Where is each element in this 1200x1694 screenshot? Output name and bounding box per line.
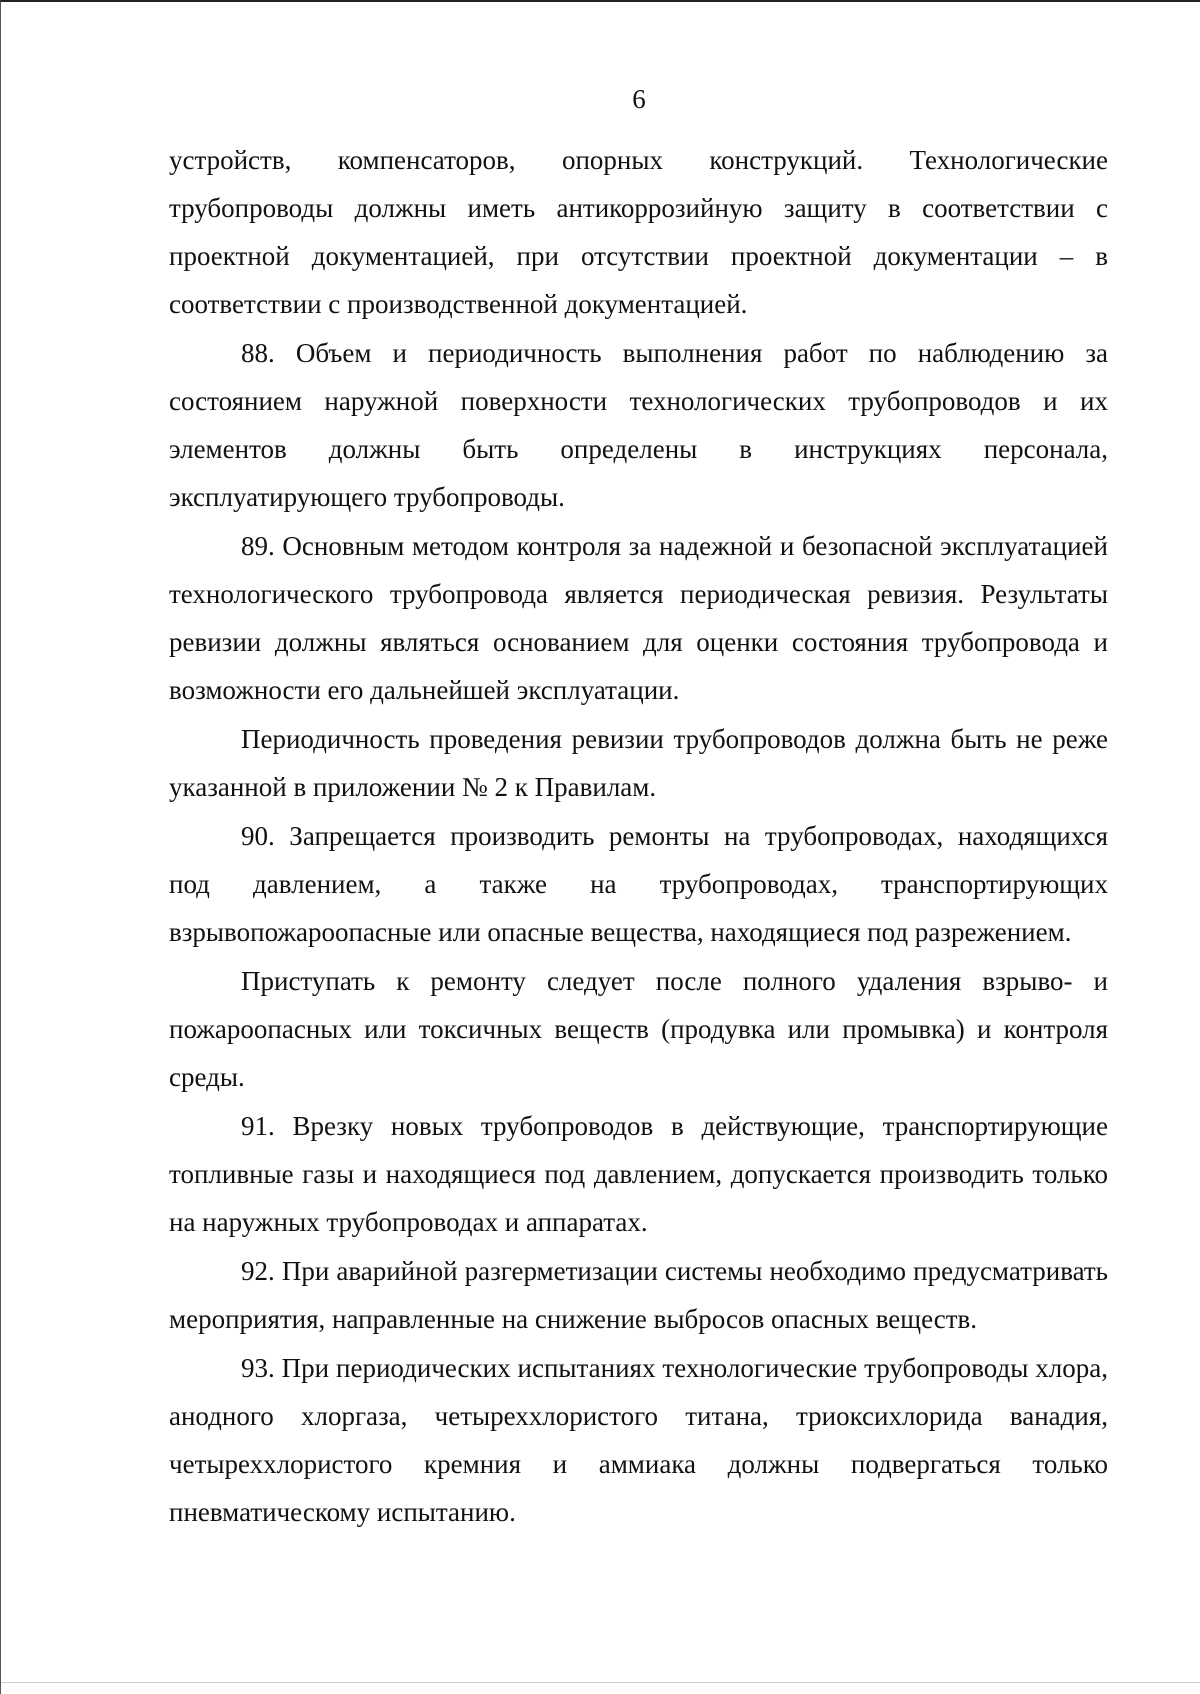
document-body xyxy=(169,136,1108,1536)
paragraph-92: 92. При аварийной разгерметизации системы необходимо предусматривать мероприятия, направленные на снижение выбросов опасных веществ. xyxy=(169,1256,1108,1334)
paragraph-89: 89. Основным методом контроля за надежной и безопасной эксплуатацией технологического трубопровода является периодическая ревизия. Результаты ревизии должны являться основанием для оценки состояния трубопровода и возможности его дальнейшей эксплуатации. xyxy=(169,531,1108,705)
paragraph-continuation: устройств, компенсаторов, опорных конструкций. Технологические трубопроводы должны иметь антикоррозийную защиту в соответствии с проектной документацией, при отсутствии проектной документации – в соответствии с производственной документацией. xyxy=(169,145,1108,319)
paragraph-93: 93. При периодических испытаниях технологические трубопроводы хлора, анодного хлоргаза, четыреххлористого титана, триоксихлорида ванадия, четыреххлористого кремния и аммиака должны подвергаться только пневматическому испытанию. xyxy=(169,1353,1108,1527)
scan-edge-line xyxy=(1,1682,1200,1683)
paragraph-90: 90. Запрещается производить ремонты на трубопроводах, находящихся под давлением, а также на трубопроводах, транспортирующих взрывопожароопасные или опасные вещества, находящиеся под разрежением. xyxy=(169,821,1108,947)
paragraph-89-periodicity: Периодичность проведения ревизии трубопроводов должна быть не реже указанной в приложении № 2 к Правилам. xyxy=(169,724,1108,802)
paragraph-90-repair: Приступать к ремонту следует после полного удаления взрыво- и пожароопасных или токсичных веществ (продувка или промывка) и контроля среды. xyxy=(169,966,1108,1092)
page-number: 6 xyxy=(632,84,646,114)
paragraph-88: 88. Объем и периодичность выполнения работ по наблюдению за состоянием наружной поверхности технологических трубопроводов и их элементов должны быть определены в инструкциях персонала, эксплуатирующего трубопроводы. xyxy=(169,338,1108,512)
paragraph-91: 91. Врезку новых трубопроводов в действующие, транспортирующие топливные газы и находящиеся под давлением, допускается производить только на наружных трубопроводах и аппаратах. xyxy=(169,1111,1108,1237)
